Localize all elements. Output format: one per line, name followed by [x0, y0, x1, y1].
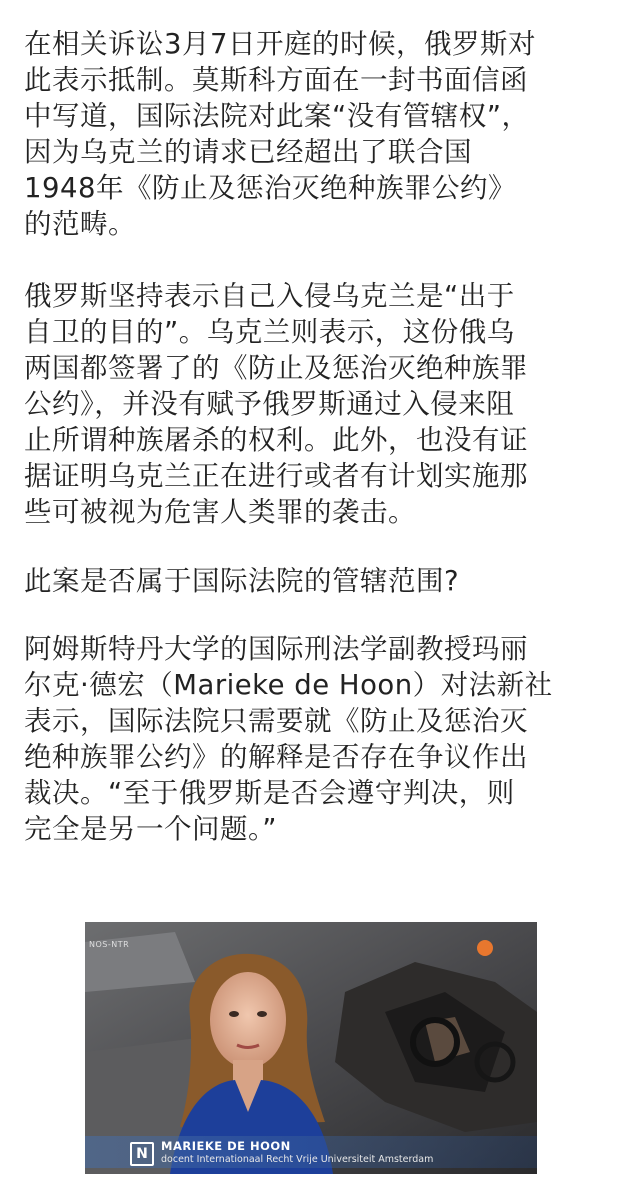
text-line: 中写道，国际法院对此案“没有管辖权”， [24, 100, 530, 132]
paragraph-1 [24, 26, 604, 242]
text-line: 裁决。“至于俄罗斯是否会遵守判决，则 [24, 777, 515, 809]
text-line: 绝种族罪公约》的解释是否存在争议作出 [24, 741, 528, 773]
nos-logo-icon: N [130, 1142, 154, 1166]
paragraph-4 [24, 631, 604, 847]
caption-role: docent Internationaal Recht Vrije Universiteit Amsterdam [161, 1154, 434, 1165]
paragraph-2 [24, 278, 604, 530]
text-line: 的范畴。 [24, 208, 136, 240]
text-line: 1948年《防止及惩治灭绝种族罪公约》 [24, 172, 516, 204]
text-line: 完全是另一个问题。” [24, 813, 277, 845]
text-line: 此案是否属于国际法院的管辖范围? [24, 565, 460, 597]
text-line: 两国都签署了的《防止及惩治灭绝种族罪 [24, 352, 528, 384]
text-line: 据证明乌克兰正在进行或者有计划实施那 [24, 460, 528, 492]
paragraph-3-subheading [24, 563, 604, 599]
text-line: 公约》，并没有赋予俄罗斯通过入侵来阻 [24, 388, 515, 420]
lower-third-banner [85, 1136, 537, 1168]
news-photo [85, 922, 537, 1174]
text-line: 此表示抵制。莫斯科方面在一封书面信函 [24, 64, 528, 96]
text-line: 因为乌克兰的请求已经超出了联合国 [24, 136, 472, 168]
article-body [24, 26, 604, 847]
text-line: 止所谓种族屠杀的权利。此外，也没有证 [24, 424, 528, 456]
broadcaster-watermark: NOS-NTR [89, 940, 130, 949]
text-line: 自卫的目的”。乌克兰则表示，这份俄乌 [24, 316, 515, 348]
text-line: 在相关诉讼3月7日开庭的时候，俄罗斯对 [24, 28, 536, 60]
text-line: 阿姆斯特丹大学的国际刑法学副教授玛丽 [24, 633, 528, 665]
text-line: 俄罗斯坚持表示自己入侵乌克兰是“出于 [24, 280, 515, 312]
caption-name: MARIEKE DE HOON [161, 1139, 291, 1153]
text-line: 尔克·德宏（Marieke de Hoon）对法新社 [24, 669, 553, 701]
text-line: 些可被视为危害人类罪的袭击。 [24, 496, 416, 528]
text-line: 表示，国际法院只需要就《防止及惩治灭 [24, 705, 528, 737]
